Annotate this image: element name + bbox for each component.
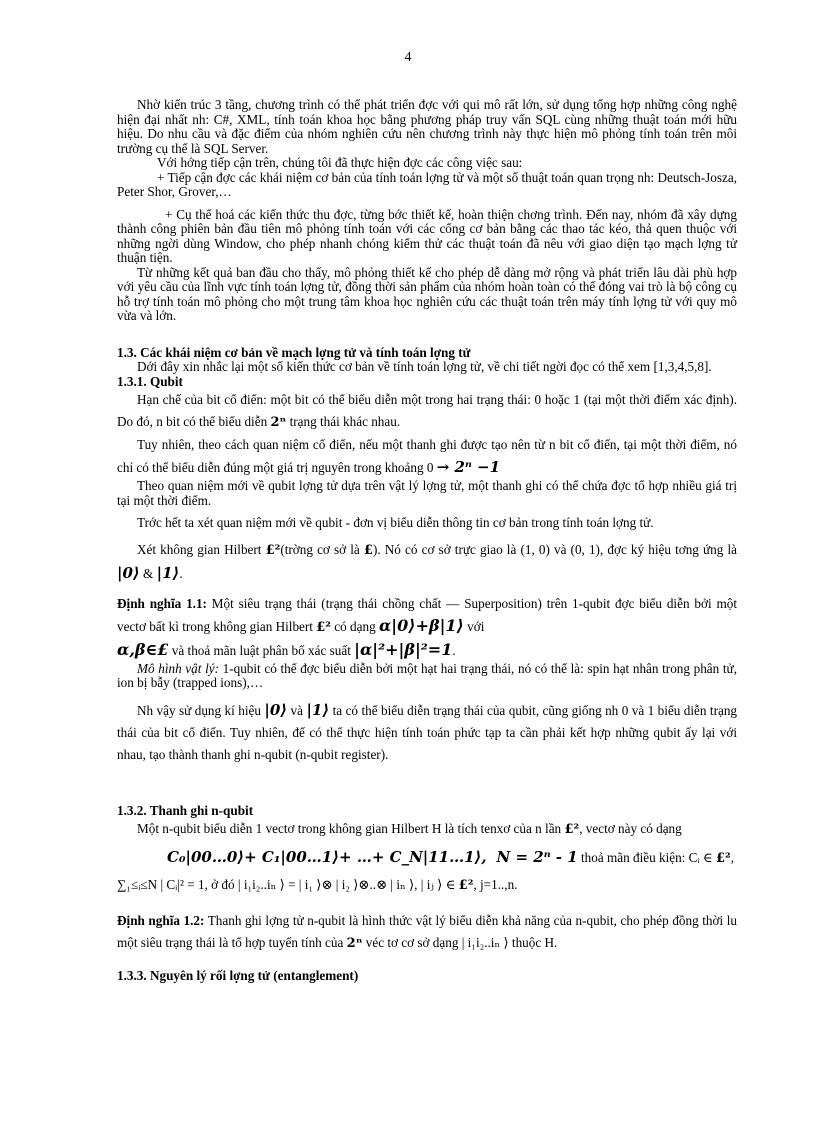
math-expression: |0⟩ [264, 700, 288, 719]
text: có dạng [331, 618, 379, 634]
text: , j=1..,n. [473, 877, 518, 892]
text: ). Nó có cơ sở trực giao là (1, 0) và (0, 1), đợc ký hiệu tơng ứng là [372, 541, 738, 557]
intro-paragraph: + Cụ thể hoá các kiến thức thu đợc, từng bớc thiết kế, hoàn thiện chơng trình. Đến nay, nhóm đã xây dựng thành công phiên bản đầu tiên mô phỏng tính toán với các cổng cơ bản bằng các thao tác kéo, thả quen thuộc với những ngời dùng Window, cho phép nhanh chóng kiểm thử các thuật toán đã nêu với giao diện tạo mạch lợng tử thuận tiện. [117, 206, 737, 265]
text: Hạn chế của bit cổ điển: một bit có thể biểu diễn một trong hai trạng thái: 0 hoặc 1 (tại một thời điểm xác định). Do đó, n bit có thể biểu diễn [117, 392, 737, 429]
intro-paragraph: Nhờ kiến trúc 3 tầng, chương trình có thể phát triển đợc với qui mô rất lớn, sử dụng tổng hợp những công nghệ hiện đại nhất nh: C#, XML, tính toán khoa học bằng phương pháp truy vấn SQL cùng những thuật toán mới hữu hiệu. Do nhu cầu và đặc điểm của nhóm nghiên cứu nên chương trình này thực hiện mô phỏng tính toán trên môi trường cụ thể là SQL Server. [117, 97, 737, 156]
model-label: Mô hình vật lý: [137, 660, 219, 676]
text: véc tơ cơ sở dạng | i₁i₂..iₙ ⟩ thuộc H. [362, 935, 558, 950]
math-expression: |1⟩ [306, 700, 330, 719]
qubit-paragraph [117, 699, 737, 766]
math-expression: |0⟩ [117, 563, 140, 582]
text: 1-qubit có thể đợc biểu diễn bởi một hạt hai trạng thái, nó có thể là: spin hạt nhân trong phân tử, ion bị bẫy (trapped ions),… [117, 660, 738, 690]
qubit-paragraph [117, 389, 737, 434]
math-expression: £² [316, 619, 331, 635]
qubit-paragraph [117, 434, 737, 479]
text: là tích tenxơ của n lần [441, 821, 565, 836]
text: Một n-qubit biểu diễn 1 vectơ trong không gian Hilbert [137, 821, 432, 836]
register-paragraph [117, 818, 737, 841]
text: Xét không gian Hilbert [137, 541, 266, 557]
text: trạng thái khác nhau. [286, 414, 401, 429]
model-paragraph [117, 662, 737, 691]
text: và [287, 702, 307, 718]
text: . [179, 565, 183, 581]
text: Thanh ghi lợng tử n-qubit là hình thức vật lý biểu diễn khả năng của n-qubit, cho phép đồng thời lu một siêu trạng thái là tổ hợp tuyến tính của [117, 913, 737, 950]
qubit-paragraph: Trớc hết ta xét quan niệm mới về qubit - đơn vị biểu diễn thông tin cơ bản trong tính toán lợng tử. [137, 515, 654, 530]
text: ∑₁≤ᵢ≤N | Cᵢ|² = 1, ở đó | i₁i₂..iₙ ⟩ = | i₁ ⟩⊗ | i₂ ⟩⊗..⊗ | iₙ ⟩, | iⱼ ⟩ ∈ [117, 877, 459, 892]
math-expression: 2ⁿ [270, 415, 287, 430]
document-body [117, 98, 737, 984]
text: Tuy nhiên, theo cách quan niệm cổ điển, nếu một thanh ghi được tạo nên từ n bit cổ điển, tại một thời điểm, nó chỉ có thể biểu diễn đúng một giá trị nguyên trong khoảng 0 [117, 437, 737, 475]
math-expression: £² [715, 851, 731, 866]
math-expression: |α|²+|β|²=1 [354, 639, 453, 659]
math-expression: £² [458, 878, 474, 893]
math-expression: £ [363, 542, 373, 558]
definition-paragraph [117, 910, 737, 955]
intro-paragraph: Với hớng tiếp cận trên, chúng tôi đã thực hiện đợc các công việc sau: [157, 155, 523, 170]
math-expression: α,β∈£ [117, 639, 169, 659]
text: , [730, 850, 734, 865]
text: thoả mãn điều kiện: Cᵢ ∈ [577, 850, 716, 865]
text: , vectơ này có dạng [579, 821, 682, 836]
definition-paragraph [117, 593, 737, 639]
text: và thoả mãn luật phân bố xác suất [168, 642, 355, 658]
text: & [139, 565, 157, 581]
math-expression: C₀|00…0⟩+ C₁|00…1⟩+ …+ C_N|11…1⟩, [167, 848, 487, 866]
math-expression: N = 2ⁿ - 1 [496, 848, 578, 866]
text: Một siêu trạng thái (trạng thái chồng chất — Superposition) trên 1-qubit đợc biểu diễn bởi một vectơ bất kì trong không gian Hilbert [117, 595, 737, 634]
text: Nh vậy sử dụng kí hiệu [137, 702, 265, 718]
subsection-heading: 1.3.1. Qubit [117, 373, 183, 389]
text: . [452, 642, 456, 658]
intro-paragraph: + Tiếp cận đợc các khái niệm cơ bản của tính toán lợng tử và một số thuật toán quan trọng nh: Deutsch-Josza, Peter Shor, Grover,… [117, 169, 737, 199]
equation-line [117, 847, 737, 869]
math-expression: α|0⟩+β|1⟩ [378, 615, 464, 635]
definition-label: Định nghĩa 1.1: [117, 595, 207, 611]
text: (trờng cơ sở là [280, 541, 364, 557]
intro-paragraph: Từ những kết quả ban đầu cho thấy, mô phỏng thiết kế cho phép dễ dàng mở rộng và phát triển lâu dài phù hợp với yêu cầu của lĩnh vực tính toán lợng tử, đồng thời sản phẩm của nhóm hoàn toàn có thể đóng vai trò là bộ công cụ hỗ trợ tính toán mô phỏng cho một trung tâm khoa học nghiên cứu các thuật toán trên máy tính lợng tử với quy mô vừa và lớn. [117, 264, 737, 323]
math-expression: → 2ⁿ −1 [436, 458, 501, 476]
definition-label: Định nghĩa 1.2: [117, 913, 205, 928]
text: ta có thể biểu diễn trạng thái của qubit, cũng giống nh 0 và 1 biểu diễn trạng thái của bit cổ điển. Tuy nhiên, để có thể thực hiện tính toán phức tạp ta cần phải kết hợp những qubit ấy lại với nhau, tạo thành thanh ghi n-qubit (n-qubit register). [117, 702, 738, 762]
math-expression: £² [265, 542, 281, 558]
definition-paragraph [117, 639, 737, 662]
subsection-heading: 1.3.2. Thanh ghi n-qubit [117, 802, 254, 818]
math-expression: H [431, 821, 442, 836]
qubit-paragraph: Theo quan niệm mới về qubit lợng tử dựa trên vật lý lợng tử, một thanh ghi có thể chứa đợc tổ hợp nhiều giá trị tại một thời điểm. [117, 478, 737, 508]
section-heading: 1.3. Các khái niệm cơ bản về mạch lợng tử và tính toán lợng tử [117, 344, 471, 360]
sum-line [117, 875, 737, 896]
text: với [463, 618, 485, 634]
section-paragraph: Dới đây xin nhắc lại một số kiến thức cơ bản về tính toán lợng tử, về chi tiết ngời đọc có thể xem [1,3,4,5,8]. [137, 359, 712, 374]
math-expression: 2ⁿ [346, 936, 363, 951]
subsection-heading: 1.3.3. Nguyên lý rối lợng tử (entanglement) [117, 968, 359, 983]
qubit-paragraph [117, 539, 737, 585]
math-expression: £² [564, 822, 580, 837]
math-expression: |1⟩ [156, 563, 180, 582]
page-number: 4 [404, 50, 412, 65]
